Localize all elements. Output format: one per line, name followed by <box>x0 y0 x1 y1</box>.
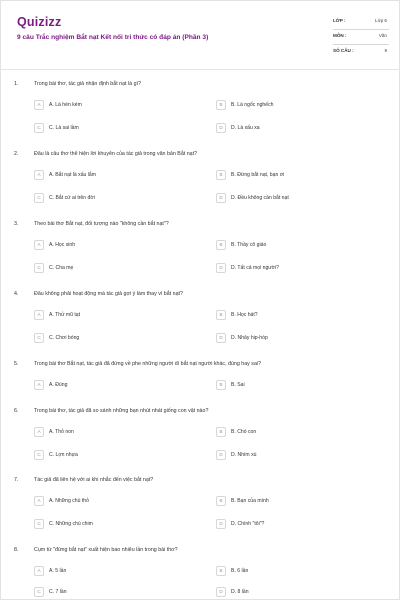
option-letter: B <box>216 496 226 506</box>
option-text: D. Là xấu xa <box>231 125 260 131</box>
question-text: Trong bài thơ Bắt nạt, tác giả đã đứng về phe những người dì bắt nạt người khác, đúng hay sai? <box>34 361 262 367</box>
option-a[interactable] <box>34 100 204 110</box>
option-letter: B <box>216 310 226 320</box>
option-letter: D <box>216 193 226 203</box>
option-text: C. Là sai lầm <box>49 125 79 131</box>
option-letter: B <box>216 100 226 110</box>
option-a[interactable] <box>34 380 204 390</box>
option-letter: D <box>216 123 226 133</box>
option-d[interactable] <box>216 123 386 133</box>
option-text: D. 8 lần <box>231 589 249 595</box>
option-b[interactable] <box>216 170 386 180</box>
meta-row-subject <box>333 30 389 45</box>
option-letter: D <box>216 519 226 529</box>
option-letter: C <box>34 123 44 133</box>
option-text: A. Bắt nạt là xấu lắm <box>49 172 97 178</box>
question-text: Tác giả đã liên hệ với ai khi nhắc đến việc bắt nạt? <box>34 477 154 483</box>
option-text: B. Thầy cô giáo <box>231 242 267 248</box>
question-text: Trong bài thơ, tác giả nhận định bắt nạt là gì? <box>34 81 141 87</box>
quizizz-logo: Quizizz <box>17 15 62 29</box>
question-text: Cụm từ "đừng bắt nạt" xuất hiện bao nhiêu lần trong bài thơ? <box>34 547 178 553</box>
option-text: B. Là ngốc nghếch <box>231 102 274 108</box>
option-d[interactable] <box>216 263 386 273</box>
question-text: Theo bài thơ Bắt nạt, đối tượng nào "không cần bắt nạt"? <box>34 221 169 227</box>
option-letter: A <box>34 170 44 180</box>
option-text: C. Lợn nhựa <box>49 452 78 458</box>
option-text: A. Là hèn kém <box>49 102 82 108</box>
meta-key-count: SỐ CÂU : <box>333 48 354 53</box>
question-number: 1. <box>14 81 19 87</box>
option-text: C. 7 lần <box>49 589 67 595</box>
option-text: A. Học sinh <box>49 242 76 248</box>
option-d[interactable] <box>216 193 386 203</box>
option-text: D. Chính "tôi"? <box>231 521 265 527</box>
option-a[interactable] <box>34 566 204 576</box>
option-letter: A <box>34 427 44 437</box>
option-a[interactable] <box>34 240 204 250</box>
option-letter: C <box>34 587 44 597</box>
option-text: B. 6 lần <box>231 568 249 574</box>
meta-value-subject: Văn <box>378 33 387 38</box>
worksheet-header <box>1 1 400 69</box>
option-text: B. Bạn của mình <box>231 498 269 504</box>
option-c[interactable] <box>34 333 204 343</box>
option-b[interactable] <box>216 380 386 390</box>
option-c[interactable] <box>34 263 204 273</box>
option-letter: A <box>34 496 44 506</box>
option-text: A. Đúng <box>49 382 68 388</box>
option-letter: D <box>216 333 226 343</box>
worksheet-meta <box>333 15 389 60</box>
option-text: B. Học hát? <box>231 312 258 318</box>
option-text: B. Đừng bắt nạt, bạn ơi <box>231 172 285 178</box>
option-a[interactable] <box>34 170 204 180</box>
option-letter: C <box>34 193 44 203</box>
question-number: 7. <box>14 477 19 483</box>
option-text: A. 5 lần <box>49 568 67 574</box>
question-number: 2. <box>14 151 19 157</box>
option-c[interactable] <box>34 193 204 203</box>
question-number: 3. <box>14 221 19 227</box>
option-b[interactable] <box>216 427 386 437</box>
option-d[interactable] <box>216 587 386 597</box>
option-c[interactable] <box>34 519 204 529</box>
option-letter: B <box>216 380 226 390</box>
question-number: 6. <box>14 408 19 414</box>
option-b[interactable] <box>216 310 386 320</box>
question-text: Trong bài thơ, tác giả đã so sánh những bạn nhút nhát giống con vật nào? <box>34 408 209 414</box>
question-text: Đâu là câu thơ thể hiện lời khuyên của tác giả trong văn bản Bắt nạt? <box>34 151 198 157</box>
option-text: D. Nhím xù <box>231 452 257 458</box>
header-divider <box>1 69 400 70</box>
meta-value-count: 9 <box>384 48 387 53</box>
option-letter: A <box>34 240 44 250</box>
question-text: Đâu không phải hoạt động mà tác giả gợi ý làm thay vì bắt nạt? <box>34 291 183 297</box>
question-number: 5. <box>14 361 19 367</box>
question-number: 4. <box>14 291 19 297</box>
option-d[interactable] <box>216 450 386 460</box>
option-text: C. Cha mẹ <box>49 265 74 271</box>
option-text: C. Chơi bóng <box>49 335 80 341</box>
option-letter: B <box>216 566 226 576</box>
option-text: A. Thỏ non <box>49 429 74 435</box>
meta-row-grade <box>333 15 389 30</box>
option-text: A. Thử mũ tạt <box>49 312 81 318</box>
option-b[interactable] <box>216 240 386 250</box>
option-letter: D <box>216 450 226 460</box>
option-letter: D <box>216 587 226 597</box>
option-a[interactable] <box>34 496 204 506</box>
option-letter: C <box>34 450 44 460</box>
option-letter: B <box>216 427 226 437</box>
option-letter: D <box>216 263 226 273</box>
option-a[interactable] <box>34 427 204 437</box>
option-b[interactable] <box>216 566 386 576</box>
option-text: A. Những chú thỏ <box>49 498 89 504</box>
option-d[interactable] <box>216 519 386 529</box>
option-c[interactable] <box>34 450 204 460</box>
option-a[interactable] <box>34 310 204 320</box>
option-text: D. Nhảy hip-hóp <box>231 335 268 341</box>
meta-value-grade: Lớp 6 <box>375 18 387 23</box>
option-letter: C <box>34 519 44 529</box>
option-b[interactable] <box>216 100 386 110</box>
option-letter: B <box>216 240 226 250</box>
option-text: C. Những chú chim <box>49 521 93 527</box>
option-text: B. Sai <box>231 382 245 388</box>
option-text: B. Chó con <box>231 429 257 435</box>
worksheet-title: 9 câu Trắc nghiệm Bắt nạt Kết nối tri thức có đáp án (Phần 3) <box>17 34 209 41</box>
option-text: D. Đều không cần bắt nạt <box>231 195 289 201</box>
option-letter: B <box>216 170 226 180</box>
option-d[interactable] <box>216 333 386 343</box>
question-number: 8. <box>14 547 19 553</box>
option-c[interactable] <box>34 123 204 133</box>
option-b[interactable] <box>216 496 386 506</box>
option-text: C. Bắt cứ ai trên đời <box>49 195 95 201</box>
meta-key-subject: MÔN : <box>333 33 347 38</box>
option-text: D. Tất cả mọi người? <box>231 265 279 271</box>
option-c[interactable] <box>34 587 204 597</box>
meta-key-grade: LỚP : <box>333 18 346 23</box>
option-letter: A <box>34 380 44 390</box>
meta-row-count <box>333 45 389 60</box>
option-letter: A <box>34 100 44 110</box>
option-letter: A <box>34 566 44 576</box>
option-letter: A <box>34 310 44 320</box>
option-letter: C <box>34 263 44 273</box>
option-letter: C <box>34 333 44 343</box>
